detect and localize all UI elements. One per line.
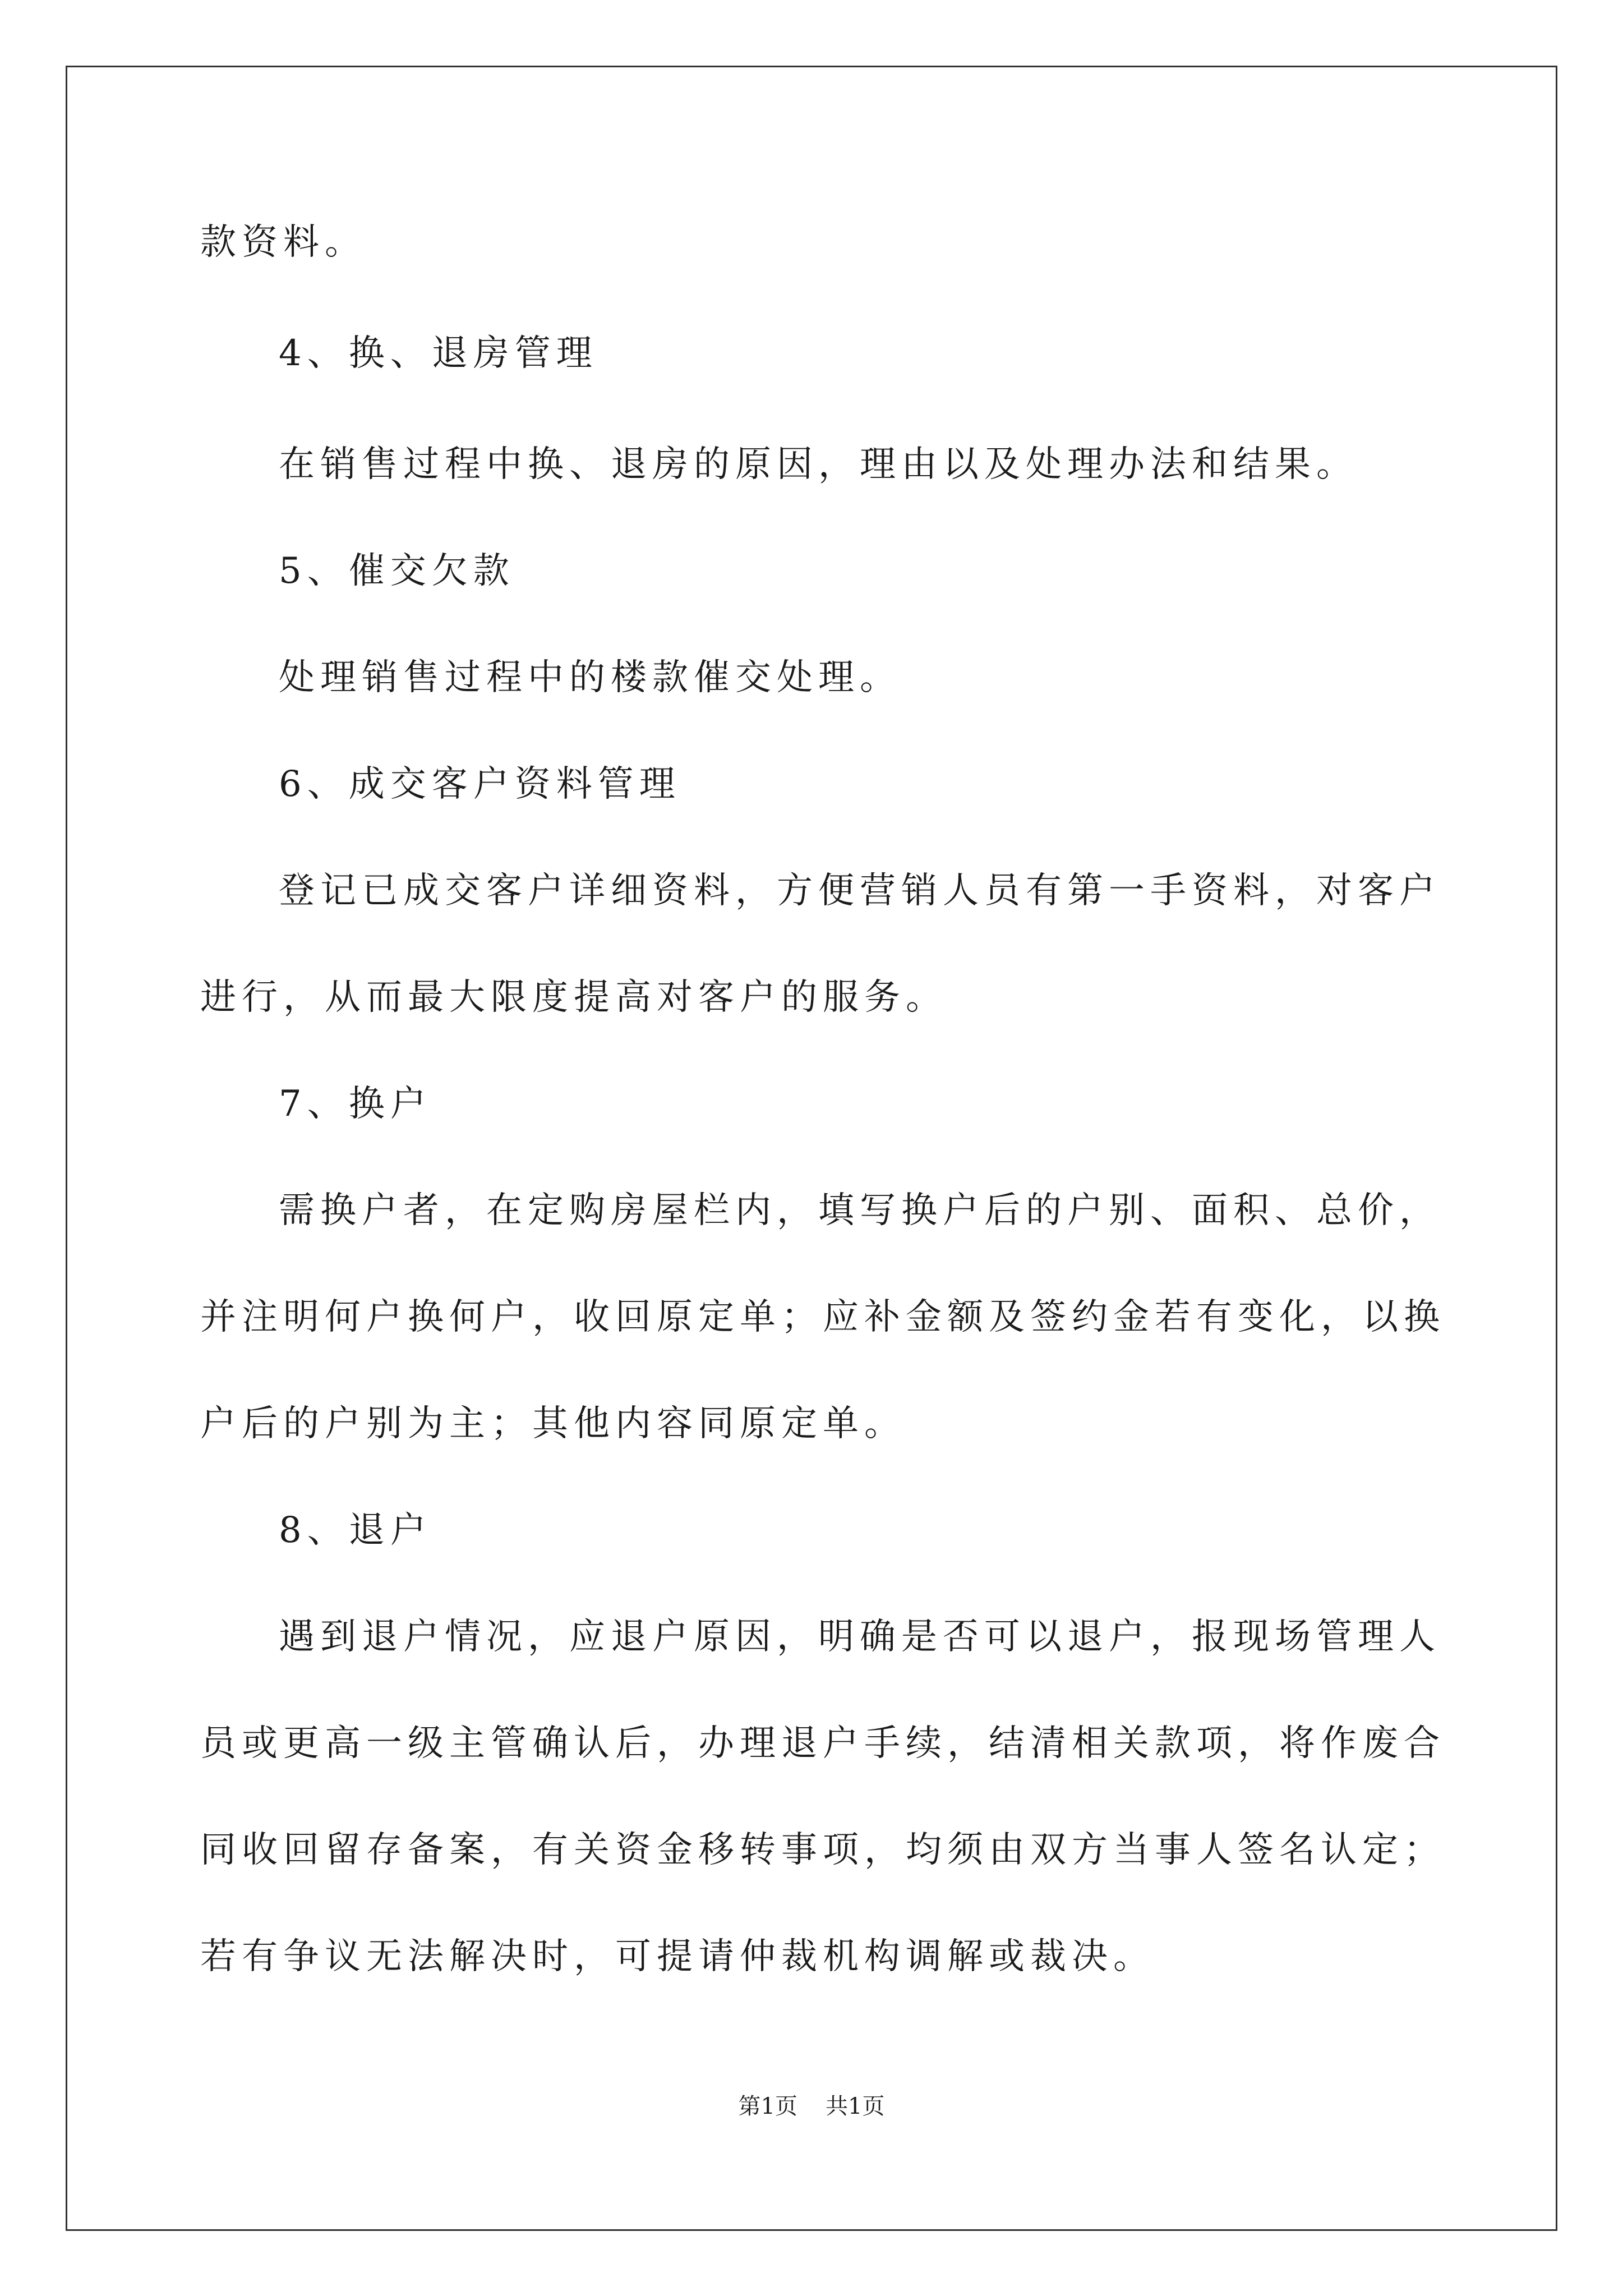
body-text-line: 并注明何户换何户，收回原定单；应补金额及签约金若有变化，以换 bbox=[200, 1296, 1445, 1338]
section-heading: 4、换、退房管理 bbox=[279, 333, 598, 374]
body-text-line: 处理销售过程中的楼款催交处理。 bbox=[279, 657, 901, 698]
body-text-line: 在销售过程中换、退房的原因，理由以及处理办法和结果。 bbox=[279, 444, 1358, 485]
body-text-line: 同收回留存备案，有关资金移转事项，均须由双方当事人签名认定； bbox=[200, 1829, 1445, 1871]
page-total: 共1页 bbox=[826, 2093, 885, 2119]
page-footer bbox=[0, 2095, 1623, 2118]
body-text-line: 若有争议无法解决时，可提请仲裁机构调解或裁决。 bbox=[200, 1936, 1155, 1977]
body-text-line: 款资料。 bbox=[200, 222, 366, 263]
page-number: 第1页 bbox=[738, 2093, 797, 2119]
body-text-line: 户后的户别为主；其他内容同原定单。 bbox=[200, 1403, 906, 1444]
body-text-line: 登记已成交客户详细资料，方便营销人员有第一手资料，对客户 bbox=[279, 870, 1441, 912]
section-heading: 8、退户 bbox=[279, 1510, 432, 1551]
body-text-line: 员或更高一级主管确认后，办理退户手续，结清相关款项，将作废合 bbox=[200, 1723, 1445, 1764]
section-heading: 7、换户 bbox=[279, 1083, 432, 1125]
section-heading: 5、催交欠款 bbox=[279, 550, 515, 592]
body-text-line: 需换户者，在定购房屋栏内，填写换户后的户别、面积、总价， bbox=[279, 1190, 1441, 1231]
page-border bbox=[66, 66, 1557, 2231]
section-heading: 6、成交客户资料管理 bbox=[279, 763, 681, 805]
body-text-line: 遇到退户情况，应退户原因，明确是否可以退户，报现场管理人 bbox=[279, 1616, 1441, 1658]
body-text-line: 进行，从而最大限度提高对客户的服务。 bbox=[200, 977, 947, 1018]
